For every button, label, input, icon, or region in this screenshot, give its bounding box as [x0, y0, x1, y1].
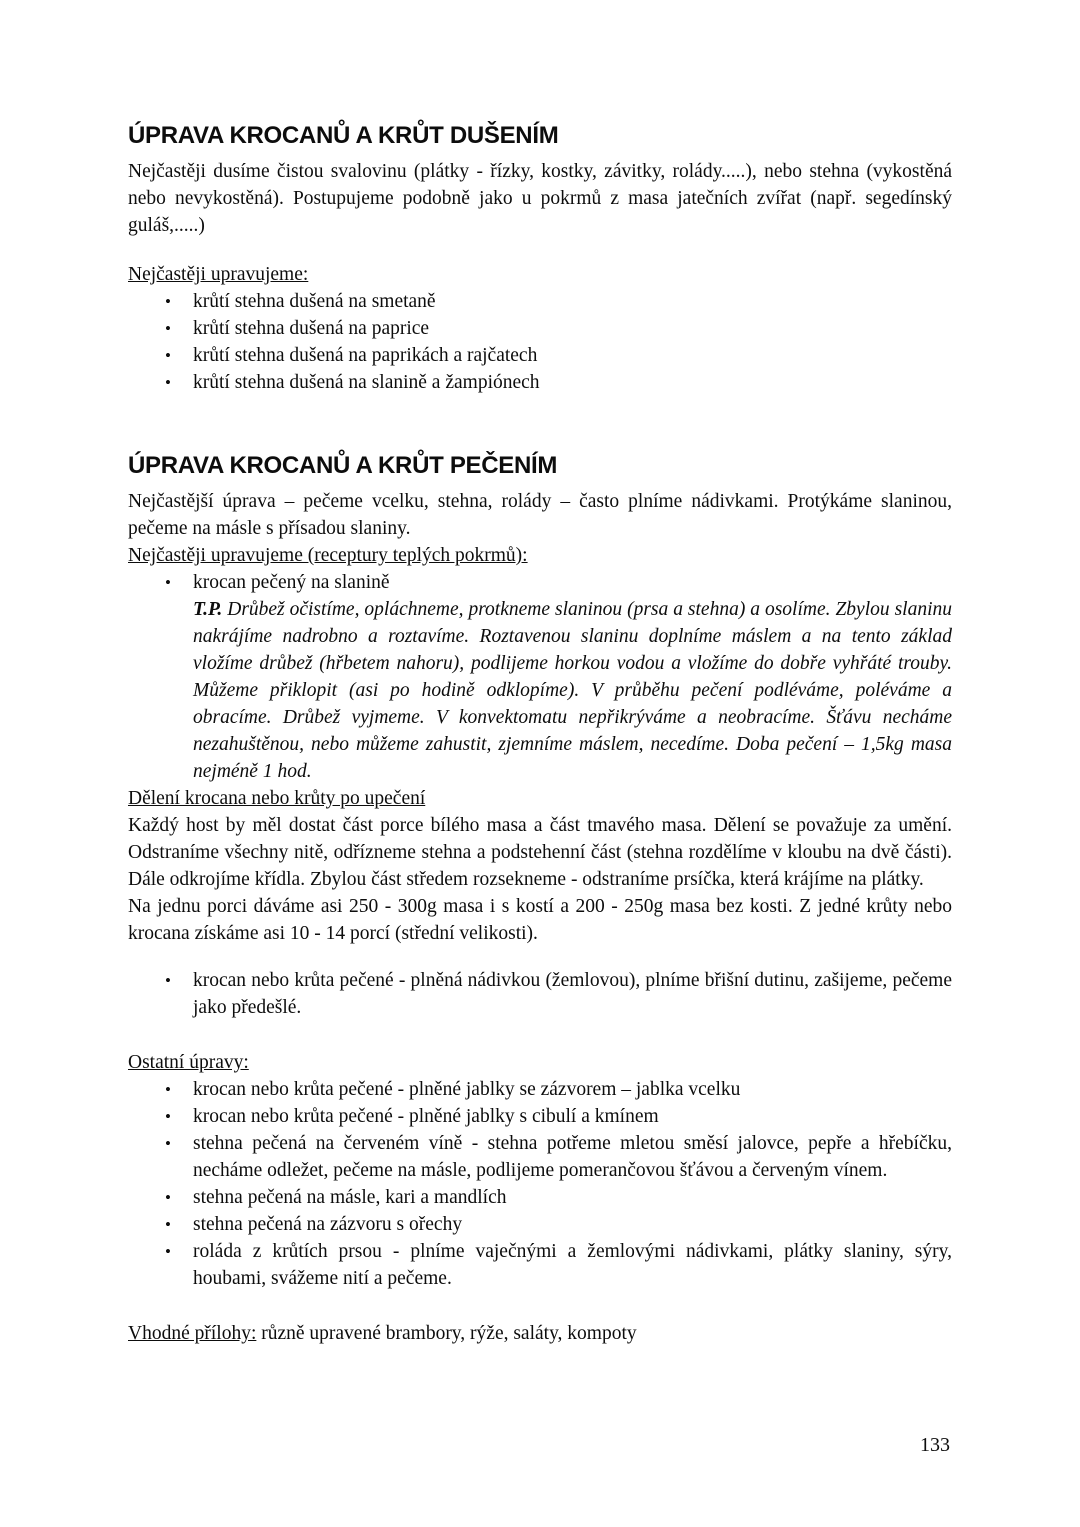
- spacer: [128, 1021, 952, 1049]
- duseni-intro-paragraph: Nejčastěji dusíme čistou svalovinu (plátky - řízky, kostky, závitky, rolády.....), nebo stehna (vykostěná nebo nevykostěná). Postupujeme podobně jako u pokrmů z masa jatečních zvířat (např. segedínský guláš,.....): [128, 161, 952, 236]
- bullet-marker: [128, 1076, 193, 1103]
- bullet-item: [128, 1076, 952, 1103]
- technological-procedure-paragraph: [193, 596, 952, 785]
- ostatni-subheading: Ostatní úpravy:: [128, 1052, 249, 1073]
- bullet-item: [128, 288, 952, 315]
- bullet-item: [128, 342, 952, 369]
- bullet-text: krůtí stehna dušená na paprice: [193, 318, 430, 339]
- bullet-item: [128, 1103, 952, 1130]
- bullet-marker: [128, 369, 193, 396]
- duseni-subheading: Nejčastěji upravujeme:: [128, 264, 309, 285]
- peceni-bullet-list: [128, 569, 952, 596]
- bullet-item: [128, 315, 952, 342]
- bullet-item: [128, 1130, 952, 1184]
- bullet-text: krocan pečený na slanině: [193, 572, 390, 593]
- tp-text: Drůbež očistíme, opláchneme, protkneme slaninou (prsa a stehna) a osolíme. Zbylou slaninu nakrájíme nadrobno a roztavíme. Roztavenou slaninu doplníme máslem a na tento základ vložíme drůbež (hřbetem nahoru), podlijeme horkou vodou a vložíme do dobře vyhřáté trouby. Můžeme přiklopit (asi po hodině odklopíme). V průběhu pečení podléváme, poléváme a obracíme. Drůbež vyjmeme. V konvektomatu nepřikrýváme a neobracíme. Šťávu necháme nezahuštěnou, nebo můžeme zahustit, zjemníme máslem, necedíme. Doba pečení – 1,5kg masa nejméně 1 hod.: [193, 599, 952, 782]
- bullet-marker: [128, 1130, 193, 1184]
- bullet-marker: [128, 1238, 193, 1292]
- duseni-bullet-list: [128, 288, 952, 396]
- division-paragraph-2: Na jednu porci dáváme asi 250 - 300g masa i s kostí a 200 - 250g masa bez kosti. Z jedné krůty nebo krocana získáme asi 10 - 14 porcí (střední velikosti).: [128, 896, 952, 944]
- tp-label: T.P.: [193, 599, 223, 620]
- bullet-text: stehna pečená na zázvoru s ořechy: [193, 1214, 463, 1235]
- peceni-intro-paragraph: Nejčastější úprava – pečeme vcelku, stehna, rolády – často plníme nádivkami. Protýkáme slaninou, pečeme na másle s přísadou slaniny.: [128, 491, 952, 539]
- bullet-text: krocan nebo krůta pečené - plněné jablky s cibulí a kmínem: [193, 1106, 659, 1127]
- sides-text: různě upravené brambory, rýže, saláty, kompoty: [261, 1323, 637, 1344]
- bullet-item: [128, 967, 952, 1021]
- bullet-text: roláda z krůtích prsou - plníme vaječnými a žemlovými nádivkami, plátky slaniny, sýry, houbami, svážeme nití a pečeme.: [193, 1241, 952, 1289]
- division-paragraph-1: Každý host by měl dostat část porce bílého masa a část tmavého masa. Dělení se považuje za umění. Odstraníme všechny nitě, odřízneme stehna a podstehenní část (stehna rozdělíme v kloubu na dvě části). Dále odkrojíme křídla. Zbylou část středem rozsekneme - odstraníme prsíčka, která krájíme na plátky.: [128, 815, 952, 890]
- section-heading-duseni: ÚPRAVA KROCANŮ A KRŮT DUŠENÍM: [128, 122, 559, 149]
- bullet-marker: [128, 315, 193, 342]
- spacer: [128, 947, 952, 967]
- bullet-item: [128, 1184, 952, 1211]
- sides-line: [128, 1320, 952, 1347]
- bullet-item: [128, 369, 952, 396]
- bullet-text: krůtí stehna dušená na paprikách a rajčatech: [193, 345, 538, 366]
- bullet-marker: [128, 1184, 193, 1211]
- page-number: 133: [920, 1434, 950, 1456]
- division-subheading: Dělení krocana nebo krůty po upečení: [128, 788, 426, 809]
- peceni-subheading: Nejčastěji upravujeme (receptury teplých pokrmů):: [128, 545, 528, 566]
- bullet-marker: [128, 569, 193, 596]
- bullet-text: krůtí stehna dušená na smetaně: [193, 291, 436, 312]
- bullet-item: [128, 569, 952, 596]
- bullet-item: [128, 1211, 952, 1238]
- bullet-text: stehna pečená na červeném víně - stehna potřeme mletou směsí jalovce, pepře a hřebíčku, necháme odležet, pečeme na másle, podlijeme pomerančovou šťávou a červeným vínem.: [193, 1133, 952, 1181]
- peceni-bullet-list-2: [128, 967, 952, 1021]
- bullet-text: krocan nebo krůta pečené - plněná nádivkou (žemlovou), plníme břišní dutinu, zašijeme, pečeme jako předešlé.: [193, 970, 952, 1018]
- section-heading-peceni: ÚPRAVA KROCANŮ A KRŮT PEČENÍM: [128, 452, 558, 479]
- spacer: [128, 239, 952, 261]
- bullet-item: [128, 1238, 952, 1292]
- bullet-text: krůtí stehna dušená na slanině a žampiónech: [193, 372, 540, 393]
- bullet-marker: [128, 288, 193, 315]
- bullet-text: krocan nebo krůta pečené - plněné jablky se zázvorem – jablka vcelku: [193, 1079, 741, 1100]
- spacer: [128, 396, 952, 452]
- bullet-marker: [128, 1211, 193, 1238]
- bullet-marker: [128, 342, 193, 369]
- bullet-marker: [128, 967, 193, 1021]
- ostatni-bullet-list: [128, 1076, 952, 1292]
- bullet-marker: [128, 1103, 193, 1130]
- sides-label: Vhodné přílohy:: [128, 1323, 257, 1344]
- bullet-text: stehna pečená na másle, kari a mandlích: [193, 1187, 507, 1208]
- spacer: [128, 1292, 952, 1320]
